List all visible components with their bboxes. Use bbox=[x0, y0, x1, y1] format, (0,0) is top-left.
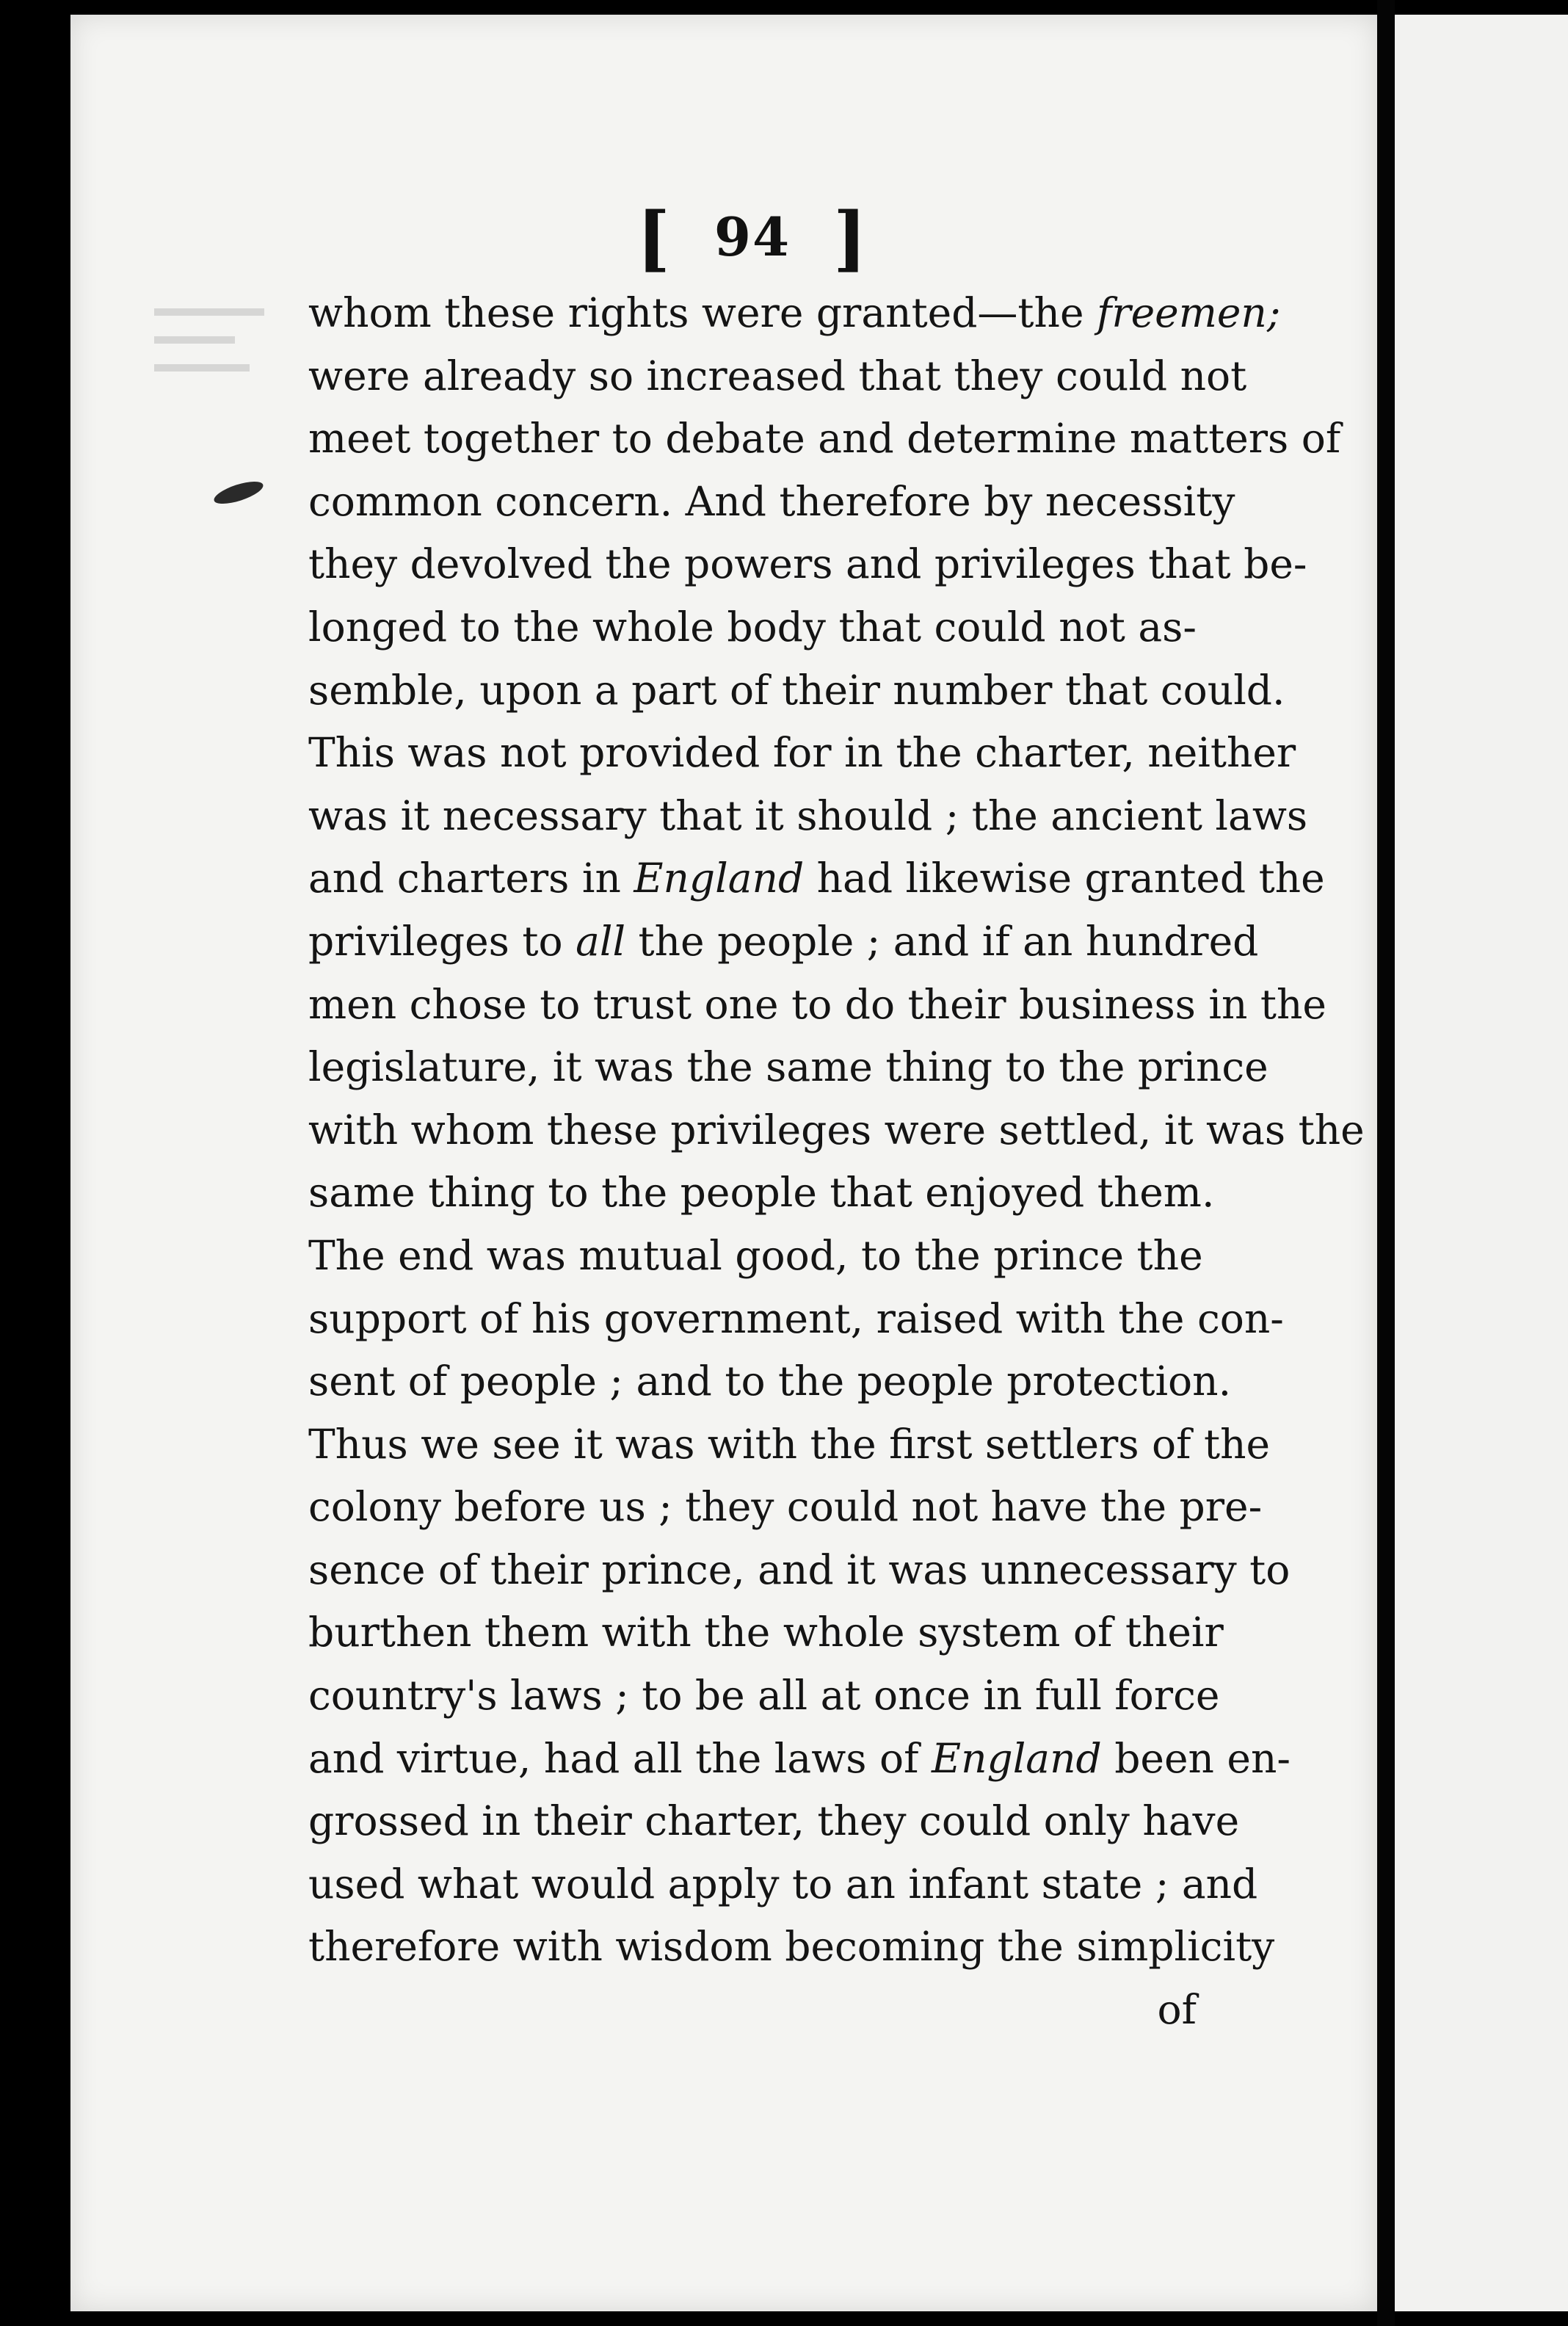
text-line: whom these rights were granted—the freemen; bbox=[308, 289, 1281, 336]
text-line: semble, upon a part of their number that could. bbox=[308, 666, 1285, 714]
text-line: they devolved the powers and privileges that be- bbox=[308, 540, 1307, 588]
text-line: This was not provided for in the charter, neither bbox=[308, 729, 1296, 777]
text-line: sent of people ; and to the people protection. bbox=[308, 1358, 1232, 1405]
page-number: 94 bbox=[714, 206, 791, 268]
catchword: of bbox=[1157, 1986, 1197, 2034]
text-line: support of his government, raised with the con- bbox=[308, 1294, 1284, 1342]
text-line: colony before us ; they could not have the pre- bbox=[308, 1483, 1263, 1531]
italic-word: England bbox=[634, 855, 805, 902]
text-line: therefore with wisdom becoming the simplicity bbox=[308, 1923, 1275, 1971]
page-gutter bbox=[1377, 0, 1395, 2326]
text-line: grossed in their charter, they could only have bbox=[308, 1797, 1240, 1845]
text-line: and virtue, had all the laws of England been en- bbox=[308, 1734, 1291, 1782]
italic-word: all bbox=[576, 917, 626, 965]
text-line: The end was mutual good, to the prince the bbox=[308, 1231, 1203, 1279]
text-line: legislature, it was the same thing to the prince bbox=[308, 1043, 1268, 1091]
header-bracket-open: [ bbox=[636, 197, 672, 280]
text-line: country's laws ; to be all at once in full force bbox=[308, 1672, 1220, 1720]
text-line: and charters in England had likewise granted the bbox=[308, 855, 1325, 902]
text-line: used what would apply to an infant state ; and bbox=[308, 1860, 1258, 1907]
text-line: same thing to the people that enjoyed them. bbox=[308, 1169, 1215, 1217]
text-line: meet together to debate and determine matters of bbox=[308, 415, 1341, 463]
header-bracket-close: ] bbox=[833, 197, 868, 280]
text-line: men chose to trust one to do their business in the bbox=[308, 980, 1326, 1028]
show-through-bleed bbox=[154, 308, 286, 426]
text-line: Thus we see it was with the first settlers of the bbox=[308, 1420, 1271, 1468]
text-line: burthen them with the whole system of their bbox=[308, 1609, 1224, 1656]
text-line: sence of their prince, and it was unnecessary to bbox=[308, 1546, 1291, 1593]
italic-word: freemen; bbox=[1096, 289, 1281, 336]
facing-page-edge bbox=[1395, 15, 1568, 2311]
text-line: was it necessary that it should ; the ancient laws bbox=[308, 791, 1308, 839]
text-line: privileges to all the people ; and if an hundred bbox=[308, 917, 1259, 965]
text-line: with whom these privileges were settled, it was the bbox=[308, 1106, 1365, 1153]
page-header bbox=[308, 197, 1197, 280]
italic-word: England bbox=[931, 1734, 1102, 1782]
text-line: were already so increased that they could not bbox=[308, 352, 1247, 399]
text-line: common concern. And therefore by necessity bbox=[308, 477, 1235, 525]
text-line: longed to the whole body that could not as- bbox=[308, 603, 1197, 651]
page-body-text bbox=[308, 282, 1365, 2042]
